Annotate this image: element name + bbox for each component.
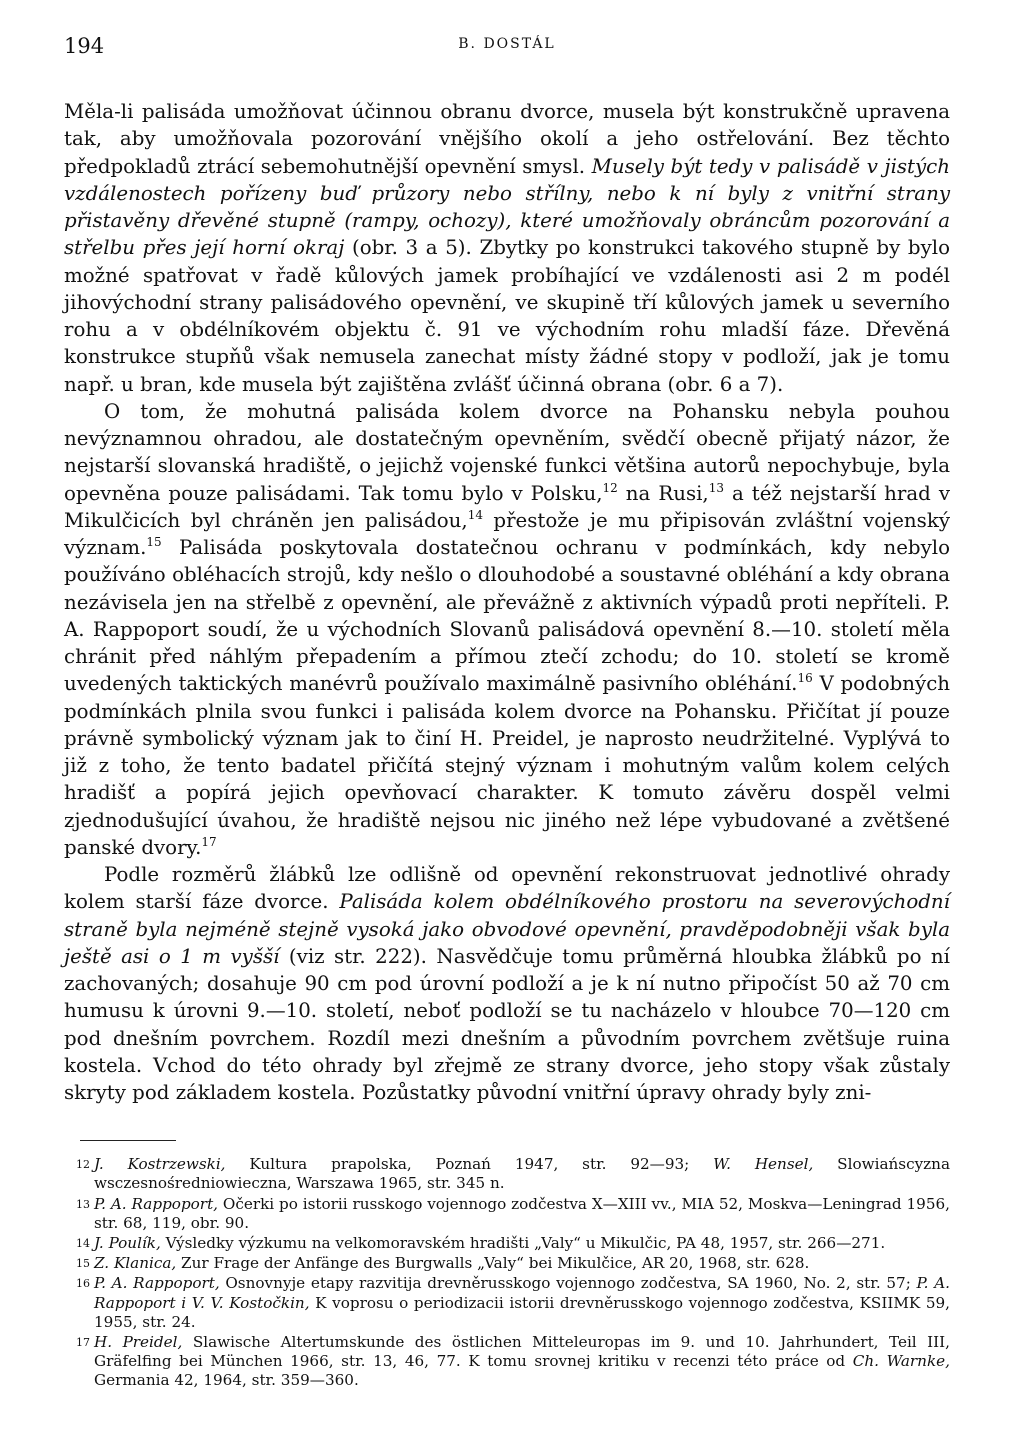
footnote-ref[interactable]: 17 (201, 834, 217, 849)
running-head: B. DOSTÁL (458, 36, 556, 52)
footnote-ref[interactable]: 12 (602, 480, 618, 495)
body-text (64, 98, 950, 1106)
footnote-number: 16 (76, 1277, 90, 1291)
footnote: 16 P. A. Rappoport, Osnovnyje etapy razvitija drevněrusskogo vojennogo zodčestva, SA 1960, No. 2, str. 57; P. A. Rappoport i V. V. Kostočkin, K voprosu o periodizacii istorii drevněrusskogo vojennogo zodčestva, KSIIMK 59, 1955, str. 24. (76, 1274, 950, 1331)
footnote-number: 12 (76, 1158, 90, 1172)
footnote-number: 13 (76, 1197, 90, 1211)
emphasis: Musely být tedy v palisádě v jistých vzdálenostech pořízeny buď průzory nebo střílny, nebo k ní byly z vnitřní strany přistavěny dřevěné stupně (rampy, ochozy), které umožňovaly obráncům pozorování a střelbu přes její horní okraj (64, 154, 950, 260)
page-number: 194 (64, 34, 105, 58)
page-header (64, 34, 950, 64)
footnote: 13 P. A. Rappoport, Očerki po istorii russkogo vojennogo zodčestva X—XIII vv., MIA 52, Moskva—Leningrad 1956, str. 68, 119, obr. 90. (76, 1194, 950, 1232)
page (64, 34, 950, 1392)
paragraph-3: Podle rozměrů žlábků lze odlišně od opevnění rekonstruovat jednotlivé ohrady kolem starší fáze dvorce. Palisáda kolem obdélníkového prostoru na severovýchodní straně byla nejméně stejně vysoká jako obvodové opevnění, pravděpodobněji však byla ještě asi o 1 m vyšší (viz str. 222). Nasvědčuje tomu průměrná hloubka žlábků po ní zachovaných; dosahuje 90 cm pod úrovní podloží a je k ní nutno připočíst 50 až 70 cm humusu k úrovni 9.—10. století, neboť podloží se tu nacházelo v hloubce 70—120 cm pod dnešním povrchem. Rozdíl mezi dnešním a původním povrchem zvětšuje ruina kostela. Vchod do této ohrady byl zřejmě ze strany dvorce, jeho stopy však zůstaly skryty pod základem kostela. Pozůstatky původní vnitřní úpravy ohrady byly zni- (64, 863, 951, 1104)
footnote-ref[interactable]: 15 (146, 535, 162, 549)
footnote-number: 14 (76, 1237, 90, 1251)
footnote: 17 H. Preidel, Slawische Altertumskunde des östlichen Mitteleuropas im 9. und 10. Jahrhundert, Teil III, Gräfelfing bei München 1966, str. 13, 46, 77. K tomu srovnej kritiku v recenzi této práce od Ch. Warnke, Germania 42, 1964, str. 359—360. (76, 1333, 950, 1390)
footnote-ref[interactable]: 14 (467, 507, 483, 522)
footnote: 12 J. Kostrzewski, Kultura prapolska, Poznań 1947, str. 92—93; W. Hensel, Slowiańscyzna wsczesnośredniowieczna, Warszawa 1965, str. 345 n. (76, 1155, 950, 1193)
footnote: 14 J. Poulík, Výsledky výzkumu na velkomoravském hradišti „Valy“ u Mikulčic, PA 48, 1957, str. 266—271. (76, 1234, 886, 1253)
footnote-number: 15 (76, 1257, 90, 1271)
emphasis: Palisáda kolem obdélníkového prostoru na severovýchodní straně byla nejméně stejně vysoká jako obvodové opevnění, pravděpodobněji však byla ještě asi o 1 m vyšší (64, 890, 951, 968)
paragraph-2: O tom, že mohutná palisáda kolem dvorce na Pohansku nebyla pouhou nevýznamnou ohradou, ale dostatečným opevněním, svědčí obecně přijatý názor, že nejstarší slovanská hradiště, o jejichž vojenské funkci většina autorů nepochybuje, byla opevněna pouze palisádami. Tak tomu bylo v Polsku,$^{12}$ na Rusi,$^{13}$ a též nejstarší hrad v Mikulčicích byl chráněn jen palisádou,$^{14}$ přestože je mu připisován zvláštní vojenský význam.$^{15}$ Palisáda poskytovala dostatečnou ochranu v podmínkách, kdy nebylo používáno obléhacích strojů, kdy nešlo o dlouhodobé a soustavné obléhání a kdy obrana nezávisela jen na střelbě z opevnění, ale převážně z aktivních výpadů proti nepříteli. P. A. Rappoport soudí, že u východních Slovanů palisádová opevnění 8.—10. století měla chránit před náhlým přepadením a přímou ztečí zchodu; do 10. století se kromě uvedených taktických manévrů používalo maximálně pasivního obléhání.$^{16}$ V podobných podmínkách plnila svou funkci i palisáda kolem dvorce na Pohansku. Přičítat jí pouze právně symbolický význam jak to činí H. Preidel, je naprosto neudržitelné. Vyplývá to již z toho, že tento badatel přičítá stejný význam i mohutným valům kolem celých hradišť a popírá jejich opevňovací charakter. K tomuto závěru dospěl velmi zjednodušující úvahou, že hradiště nejsou nic jiného než lépe vybudované a zvětšené panské dvory.$^{17}$ (64, 399, 951, 859)
paragraph-1: Měla-li palisáda umožňovat účinnou obranu dvorce, musela být konstrukčně upravena tak, aby umožňovala pozorování vnějšího okolí a jeho ostřelování. Bez těchto předpokladů ztrácí sebemohutnější opevnění smysl. Musely být tedy v palisádě v jistých vzdálenostech pořízeny buď průzory nebo střílny, nebo k ní byly z vnitřní strany přistavěny dřevěné stupně (rampy, ochozy), které umožňovaly obráncům pozorování a střelbu přes její horní okraj (obr. 3 a 5). Zbytky po konstrukci takového stupně by bylo možné spatřovat v řadě kůlových jamek probíhající ve vzdálenosti asi 2 m podél jihovýchodní strany palisádového opevnění, ve skupině tří kůlových jamek u severního rohu a v obdélníkovém objektu č. 91 ve východním rohu mladší fáze. Dřevěná konstrukce stupňů však nemusela zanechat místy žádné stopy v podloží, jak je tomu např. u bran, kde musela být zajištěna zvlášť účinná obrana (obr. 6 a 7). (64, 100, 950, 396)
footnote-ref[interactable]: 16 (797, 671, 813, 686)
footnote-ref[interactable]: 13 (708, 480, 724, 495)
footnote-divider (80, 1140, 176, 1141)
footnotes (64, 1155, 950, 1390)
footnote-number: 17 (76, 1336, 90, 1350)
footnote: 15 Z. Klanica, Zur Frage der Anfänge des Burgwalls „Valy“ bei Mikulčice, AR 20, 1968, str. 628. (76, 1254, 810, 1273)
